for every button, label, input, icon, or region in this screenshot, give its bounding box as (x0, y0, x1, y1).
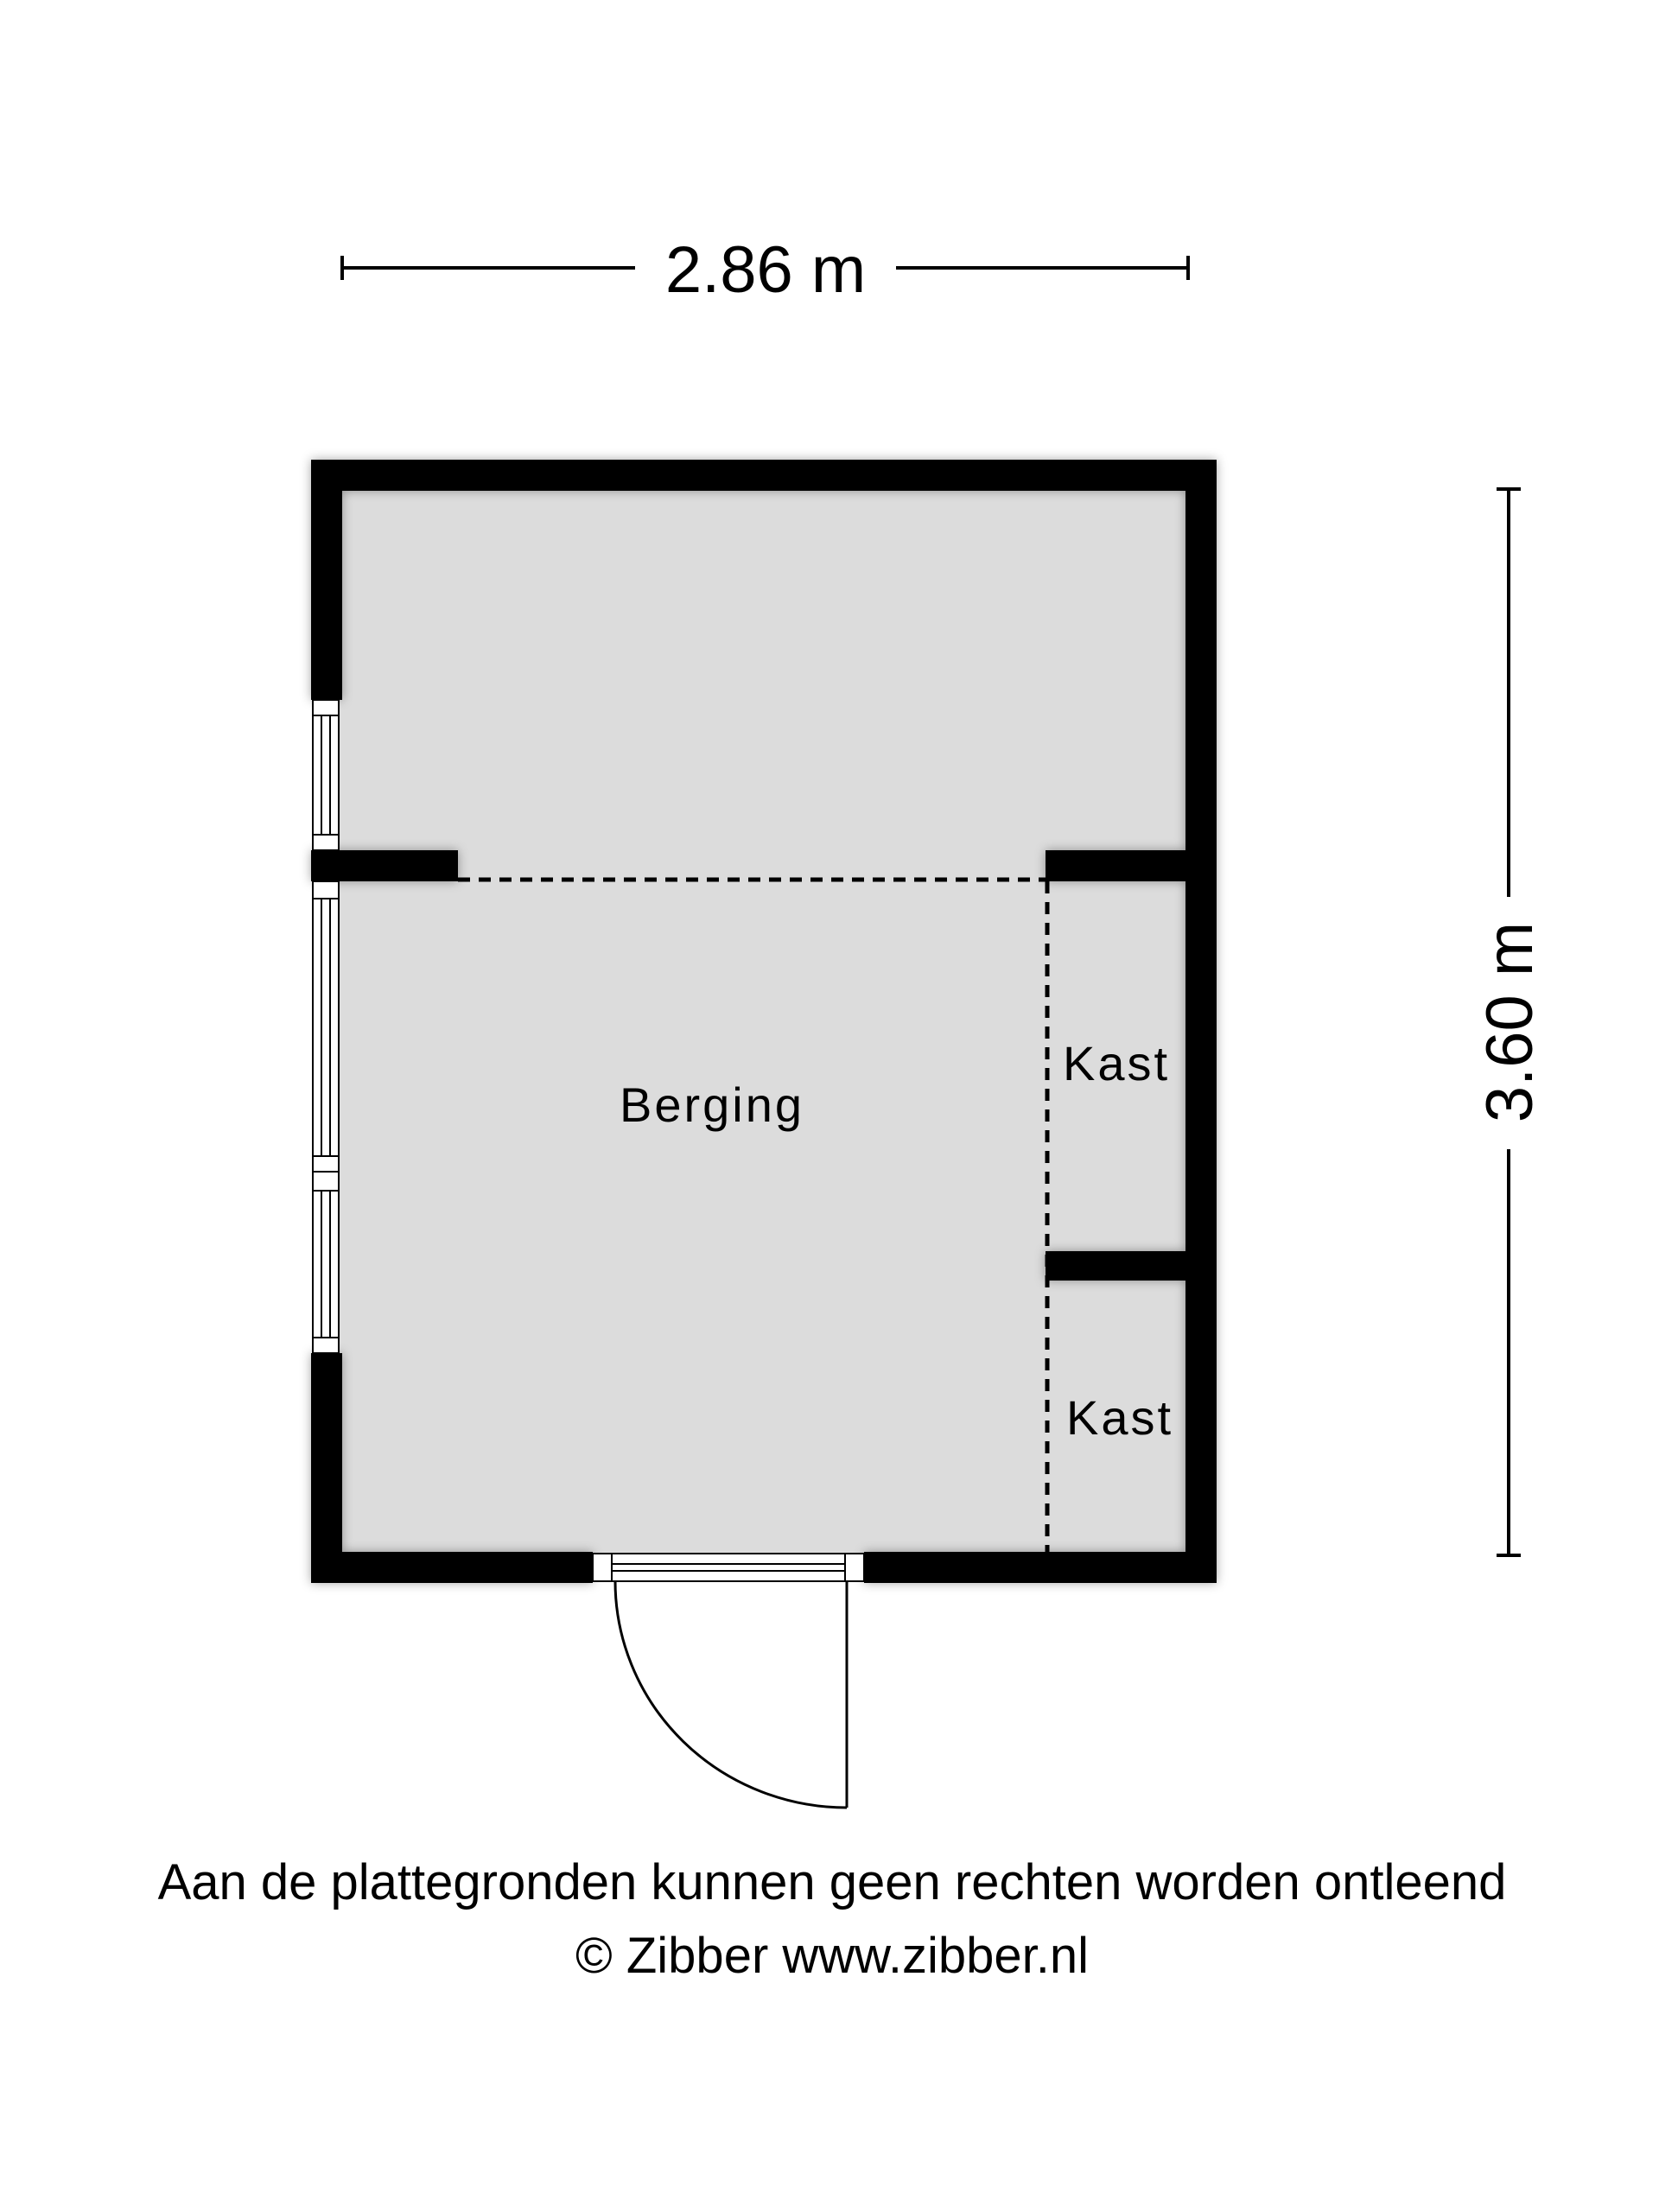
window-lower (313, 1172, 339, 1353)
width-label: 2.86 m (664, 233, 867, 307)
window-middle (313, 881, 339, 1172)
door-swing-arc (615, 1581, 847, 1808)
wall-top (311, 460, 1217, 491)
floor-area (320, 480, 1197, 1555)
door-threshold (593, 1554, 864, 1581)
wall-bottom-left (311, 1552, 593, 1583)
disclaimer-text: Aan de plattegronden kunnen geen rechten worden ontleend (157, 1854, 1507, 1910)
height-dimension (1473, 489, 1547, 1555)
closet-divider-wall (1046, 1251, 1201, 1281)
window-upper (313, 700, 339, 850)
wall-left-upper (311, 460, 342, 700)
copyright-text: © Zibber www.zibber.nl (575, 1928, 1089, 1984)
room-label-berging: Berging (619, 1077, 805, 1132)
entrance-door (593, 1554, 864, 1808)
width-dimension (342, 233, 1188, 307)
room-label-kast-lower: Kast (1065, 1390, 1174, 1445)
wall-stub-right (1046, 850, 1201, 881)
left-windows (313, 700, 339, 1353)
height-label: 3.60 m (1473, 921, 1547, 1123)
room-label-kast-upper: Kast (1062, 1036, 1171, 1090)
wall-right (1185, 460, 1217, 1583)
wall-stub-left (311, 850, 458, 881)
wall-bottom-right (864, 1552, 1217, 1583)
wall-left-lower (311, 1353, 342, 1583)
